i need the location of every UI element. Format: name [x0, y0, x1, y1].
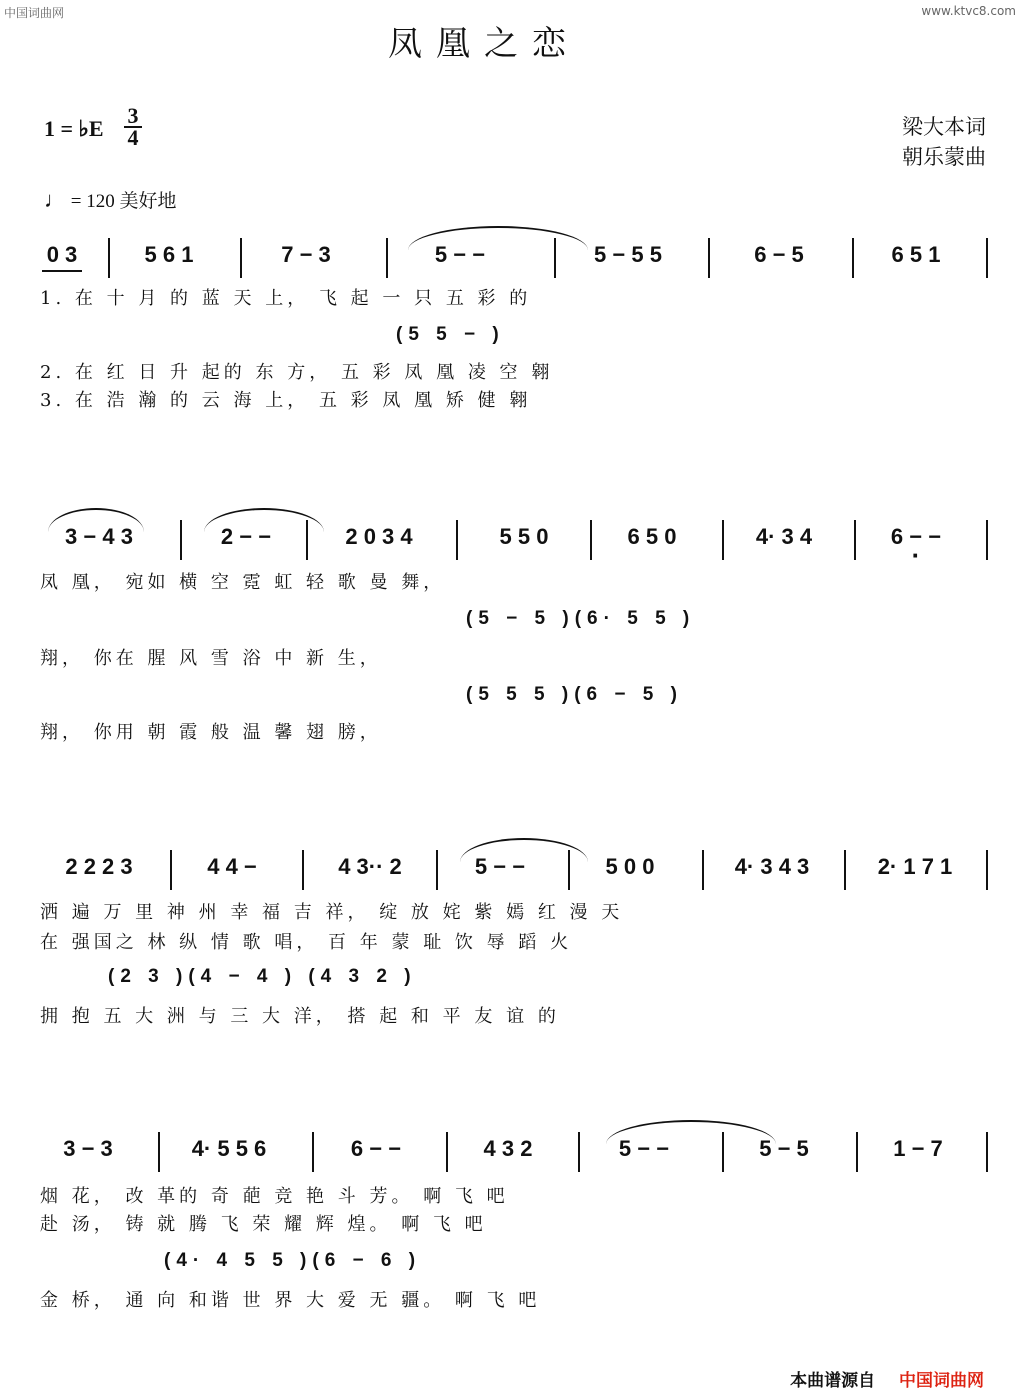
- composer: 朝乐蒙曲: [902, 145, 986, 169]
- tempo-text: = 120 美好地: [70, 191, 177, 212]
- measure-note: 6 5 1: [891, 242, 941, 267]
- source-label: 本曲谱源自: [790, 1371, 876, 1391]
- time-top: 3: [127, 103, 139, 128]
- measure-note: 1 − 7: [893, 1136, 943, 1161]
- alt-notes: (5 5 − ): [396, 324, 505, 345]
- barline: [722, 1132, 724, 1172]
- lyric-line: 赴 汤， 铸 就 腾 飞 荣 耀 辉 煌。 啊 飞 吧: [40, 1214, 487, 1235]
- lyric-line: 3. 在 浩 瀚 的 云 海 上， 五 彩 凤 凰 矫 健 翱: [40, 390, 532, 411]
- barline: [240, 238, 242, 278]
- barline: [578, 1132, 580, 1172]
- measure-note: 2 2 2 3: [65, 854, 133, 879]
- measure-note: 6 5 0: [627, 524, 677, 549]
- credits: [902, 112, 986, 172]
- staff-system-4: [40, 1130, 990, 1174]
- measure-note: 7 − 3: [281, 242, 331, 267]
- lyric-line: 在 强国之 林 纵 情 歌 唱， 百 年 蒙 耻 饮 辱 蹈 火: [40, 932, 573, 953]
- alt-notes: (5 − 5 )(6· 5 5 ): [466, 608, 696, 629]
- measure-note: 5 6 1: [144, 242, 194, 267]
- barline: [306, 520, 308, 560]
- lyric-line: 金 桥， 通 向 和谐 世 界 大 爱 无 疆。 啊 飞 吧: [40, 1290, 541, 1311]
- quarter-note-icon: ♩: [44, 187, 66, 212]
- barline: [856, 1132, 858, 1172]
- barline: [986, 850, 988, 890]
- measure-note: 6 − −: [350, 1136, 402, 1161]
- barline: [456, 520, 458, 560]
- measure-note: 5 − −: [618, 1136, 670, 1161]
- barline: [180, 520, 182, 560]
- lyric-line: 1. 在 十 月 的 蓝 天 上， 飞 起 一 只 五 彩 的: [40, 288, 532, 309]
- measure-note: 3 − 3: [63, 1136, 113, 1161]
- key-signature: 1 = ♭E: [44, 116, 104, 141]
- tempo-marking: [44, 186, 176, 213]
- measure-note: 4 3 2: [483, 1136, 533, 1161]
- lyric-line: 翔， 你用 朝 霞 般 温 馨 翅 膀，: [40, 722, 382, 743]
- measure-note: 6 − − ·: [866, 522, 966, 552]
- measure-note: 3 − 4 3: [65, 524, 133, 549]
- source-footer: [790, 1366, 984, 1391]
- lyric-line: 翔， 你在 腥 风 雪 浴 中 新 生，: [40, 648, 382, 669]
- measure-note: 4· 5 5 6: [191, 1136, 267, 1161]
- staff-system-1: [40, 236, 990, 280]
- lyric-line: 拥 抱 五 大 洲 与 三 大 洋， 搭 起 和 平 友 谊 的: [40, 1006, 560, 1027]
- watermark-right: www.ktvc8.com: [921, 4, 1016, 18]
- barline: [844, 850, 846, 890]
- barline: [702, 850, 704, 890]
- barline: [986, 520, 988, 560]
- measure-note: 5 − −: [434, 242, 486, 267]
- measure-note: 5 0 0: [605, 854, 655, 879]
- song-title: 凤凰之恋: [388, 24, 580, 64]
- measure-note: 5 − −: [474, 854, 526, 879]
- barline: [386, 238, 388, 278]
- barline: [854, 520, 856, 560]
- staff-system-3: [40, 848, 990, 892]
- barline: [986, 1132, 988, 1172]
- barline: [446, 1132, 448, 1172]
- measure-note: 2 − −: [220, 524, 272, 549]
- barline: [436, 850, 438, 890]
- measure-note: 6 − 5: [754, 242, 804, 267]
- measure-note: 5 − 5 5: [594, 242, 662, 267]
- barline: [568, 850, 570, 890]
- time-signature: [124, 103, 142, 150]
- measure-note: 0 3: [42, 240, 82, 272]
- source-site-link[interactable]: 中国词曲网: [899, 1371, 984, 1391]
- measure-note: 5 5 0: [499, 524, 549, 549]
- barline: [312, 1132, 314, 1172]
- barline: [722, 520, 724, 560]
- measure-note: 4· 3 4: [755, 524, 813, 549]
- barline: [554, 238, 556, 278]
- barline: [170, 850, 172, 890]
- lyric-line: 烟 花， 改 革的 奇 葩 竞 艳 斗 芳。 啊 飞 吧: [40, 1186, 509, 1207]
- lyricist: 梁大本词: [902, 115, 986, 139]
- barline: [108, 238, 110, 278]
- measure-note: 2· 1 7 1: [877, 854, 953, 879]
- alt-notes: (4· 4 5 5 )(6 − 6 ): [164, 1250, 422, 1271]
- watermark-left: 中国词曲网: [4, 6, 65, 20]
- measure-note: 4 4 −: [207, 854, 257, 879]
- barline: [986, 238, 988, 278]
- lyric-line: 洒 遍 万 里 神 州 幸 福 吉 祥， 绽 放 姹 紫 嫣 红 漫 天: [40, 902, 624, 923]
- barline: [158, 1132, 160, 1172]
- alt-notes: (5 5 5 )(6 − 5 ): [466, 684, 683, 705]
- measure-note: 4· 3 4 3: [734, 854, 810, 879]
- barline: [708, 238, 710, 278]
- measure-note: 2 0 3 4: [345, 524, 413, 549]
- barline: [590, 520, 592, 560]
- staff-system-2: [40, 518, 990, 562]
- measure-note: 5 − 5: [759, 1136, 809, 1161]
- measure-note: 4 3·· 2: [338, 854, 402, 879]
- barline: [852, 238, 854, 278]
- time-bottom: 4: [127, 125, 139, 150]
- lyric-line: 2. 在 红 日 升 起的 东 方， 五 彩 凤 凰 凌 空 翱: [40, 362, 554, 383]
- lyric-line: 凤 凰， 宛如 横 空 霓 虹 轻 歌 曼 舞，: [40, 572, 446, 593]
- barline: [302, 850, 304, 890]
- alt-notes: (2 3 )(4 − 4 ) (4 3 2 ): [108, 966, 417, 987]
